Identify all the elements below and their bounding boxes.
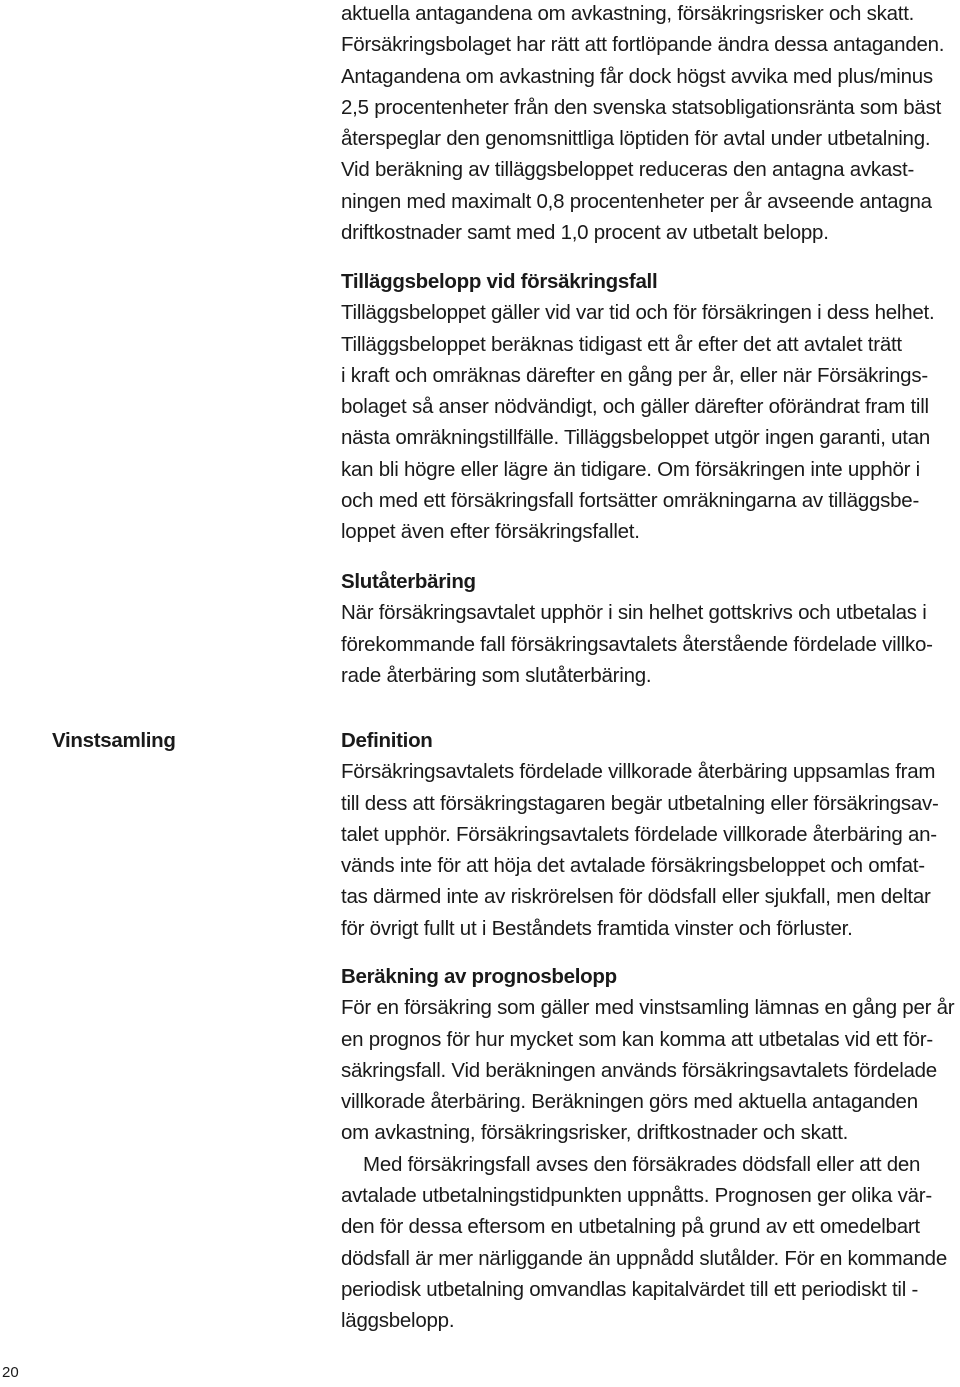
text-line: i kraft och omräknas därefter en gång per år, eller när Försäkrings- (341, 363, 928, 387)
text-line: Försäkringsbolaget har rätt att fortlöpande ändra dessa antaganden. (341, 33, 945, 57)
text-line: tas därmed inte av riskrörelsen för dödsfall eller sjukfall, men deltar (341, 885, 931, 909)
text-line: dödsfall är mer närliggande än uppnådd slutålder. För en kommande (341, 1246, 947, 1270)
text-line: periodisk utbetalning omvandlas kapitalvärdet till ett periodiskt til - (341, 1277, 919, 1301)
text-line: Vid beräkning av tilläggsbeloppet reduceras den antagna avkast- (341, 158, 915, 182)
text-line: Försäkringsavtalets fördelade villkorade återbäring uppsamlas fram (341, 760, 936, 784)
section-slutaterbaring (341, 566, 957, 691)
section-heading: Slutåterbäring (341, 570, 476, 593)
text-line: loppet även efter försäkringsfallet. (341, 520, 640, 544)
text-line: aktuella antagandena om avkastning, försäkringsrisker och skatt. (341, 2, 915, 25)
section-prognosbelopp (341, 961, 957, 1337)
text-line: bolaget så anser nödvändigt, och gäller därefter oförändrat fram till (341, 395, 929, 419)
text-line: läggsbelopp. (341, 1309, 455, 1333)
text-line: Tilläggsbeloppet gäller vid var tid och för försäkringen i dess helhet. (341, 301, 935, 325)
section-heading: Definition (341, 729, 433, 752)
section-tillaggsbelopp (341, 266, 957, 548)
text-line: kan bli högre eller lägre än tidigare. Om försäkringen inte upphör i (341, 457, 920, 481)
section-heading: Tilläggsbelopp vid försäkringsfall (341, 270, 658, 293)
text-line: rade återbäring som slutåterbäring. (341, 663, 652, 687)
text-line: för övrigt fullt ut i Beståndets framtida vinster och förluster. (341, 916, 853, 940)
text-line: till dess att försäkringstagaren begär utbetalning eller försäkringsav- (341, 791, 939, 815)
side-heading-vinstsamling: Vinstsamling (52, 729, 176, 752)
text-line: 2,5 procentenheter från den svenska statsobligationsränta som bäst (341, 95, 942, 119)
text-line: Antagandena om avkastning får dock högst avvika med plus/minus (341, 64, 933, 88)
text-line: nästa omräkningstillfälle. Tilläggsbeloppet utgör ingen garanti, utan (341, 426, 931, 450)
intro-paragraph (341, 0, 957, 248)
text-line: den för dessa eftersom en utbetalning på grund av ett omedelbart (341, 1215, 920, 1239)
text-line: säkringsfall. Vid beräkningen används försäkringsavtalets fördelade (341, 1058, 937, 1082)
section-definition (341, 725, 957, 944)
text-line: återspeglar den genomsnittliga löptiden för avtal under utbetalning. (341, 127, 931, 151)
text-line: Med försäkringsfall avses den försäkrades dödsfall eller att den (363, 1152, 921, 1176)
text-line: om avkastning, försäkringsrisker, driftkostnader och skatt. (341, 1121, 849, 1145)
text-line: förekommande fall försäkringsavtalets återstående fördelade villko- (341, 632, 933, 656)
text-line: och med ett försäkringsfall fortsätter omräkningarna av tilläggsbe- (341, 489, 920, 513)
text-line: vänds inte för att höja det avtalade försäkringsbeloppet och omfat- (341, 854, 925, 878)
text-line: ningen med maximalt 0,8 procentenheter per år avseende antagna (341, 189, 932, 213)
text-line: en prognos för hur mycket som kan komma att utbetalas vid ett för- (341, 1027, 933, 1051)
text-line: Tilläggsbeloppet beräknas tidigast ett år efter det att avtalet trätt (341, 332, 902, 356)
text-line: driftkostnader samt med 1,0 procent av utbetalt belopp. (341, 221, 829, 245)
text-line: villkorade återbäring. Beräkningen görs med aktuella antaganden (341, 1090, 918, 1114)
text-line: talet upphör. Försäkringsavtalets fördelade villkorade återbäring an- (341, 822, 937, 846)
text-line: För en försäkring som gäller med vinstsamling lämnas en gång per år (341, 996, 955, 1020)
page-number: 20 (2, 1364, 19, 1381)
text-line: När försäkringsavtalet upphör i sin helhet gottskrivs och utbetalas i (341, 601, 927, 625)
section-heading: Beräkning av prognosbelopp (341, 965, 617, 988)
text-line: avtalade utbetalningstidpunkten uppnåtts. Prognosen ger olika vär- (341, 1184, 932, 1208)
